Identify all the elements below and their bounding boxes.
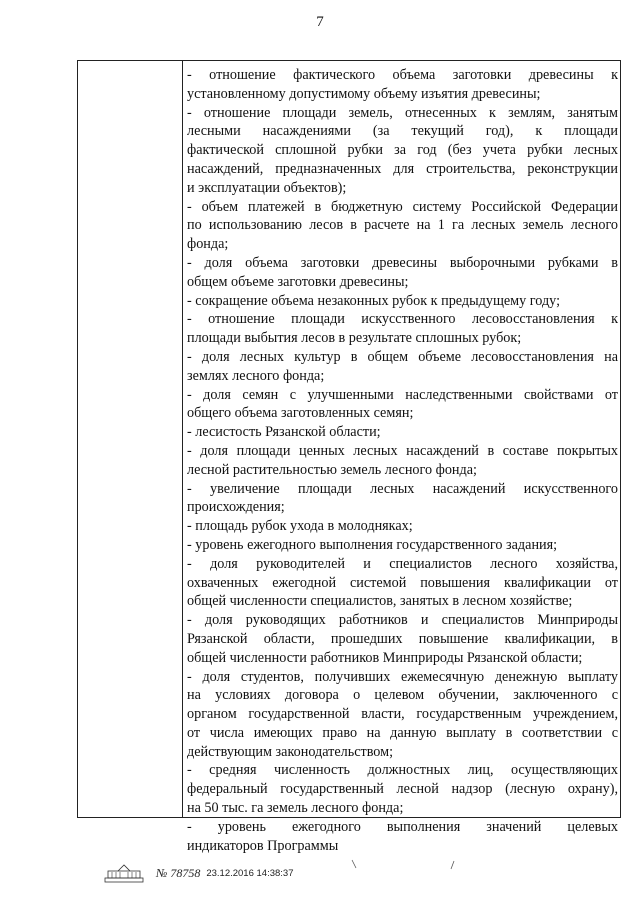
page-number: 7 [316, 14, 324, 30]
text-line: по использованию лесов в расчете на 1 га лесных земель лесного [187, 217, 618, 234]
text-line: от числа имеющих право на данную выплату в соответствии с [187, 724, 618, 741]
text-line: - доля площади ценных лесных насаждений в составе покрытых [187, 442, 618, 459]
text-line: - доля студентов, получивших ежемесячную денежную выплату [187, 668, 618, 685]
column-divider [182, 61, 183, 817]
text-line: насаждений, предназначенных для строительства, реконструкции [187, 160, 618, 177]
text-line: фонда; [187, 236, 229, 253]
text-line: общей численности работников Минприроды Рязанской области; [187, 649, 583, 666]
building-seal-icon [104, 863, 144, 883]
document-timestamp: 23.12.2016 14:38:37 [206, 867, 294, 879]
text-line: общей численности специалистов, занятых в лесном хозяйстве; [187, 593, 573, 610]
text-line: - уровень ежегодного выполнения государственного задания; [187, 536, 558, 553]
text-line: общем объеме заготовки древесины; [187, 273, 409, 290]
text-line: - доля руководителей и специалистов лесного хозяйства, [187, 555, 618, 572]
text-line: площади выбытия лесов в результате сплошных рубок; [187, 330, 522, 347]
text-line: - средняя численность должностных лиц, осуществляющих [187, 762, 618, 779]
footer [104, 862, 294, 884]
text-line: охваченных ежегодной системой повышения квалификации от [187, 574, 618, 591]
text-line: органом государственной власти, государственным учреждением, [187, 706, 618, 723]
text-line: действующим законодательством; [187, 743, 394, 760]
text-line: лесной растительностью земель лесного фонда; [187, 461, 477, 478]
text-line: - лесистость Рязанской области; [187, 424, 381, 441]
document-number: № 78758 [156, 865, 201, 880]
text-line: и эксплуатации объектов); [187, 179, 347, 196]
text-line: - отношение площади искусственного лесовосстановления к [187, 311, 618, 328]
text-line: Рязанской области, прошедших повышение квалификации, в [187, 630, 618, 647]
text-line: - доля семян с улучшенными наследственными свойствами от [187, 386, 618, 403]
text-line: землях лесного фонда; [187, 367, 325, 384]
text-line: - отношение фактического объема заготовки древесины к [187, 67, 618, 83]
document-table [77, 60, 621, 854]
text-line: - площадь рубок ухода в молодняках; [187, 518, 413, 535]
text-line: общего объема заготовленных семян; [187, 405, 414, 422]
text-line: - сокращение объема незаконных рубок к предыдущему году; [187, 292, 561, 309]
scan-specks [350, 858, 460, 872]
text-line: лесными насаждениями (за текущий год), к площади [187, 123, 618, 140]
text-line: индикаторов Программы [187, 837, 339, 854]
text-line: - объем платежей в бюджетную систему Российской Федерации [187, 198, 618, 215]
text-line: на 50 тыс. га земель лесного фонда; [187, 800, 404, 817]
text-line: - уровень ежегодного выполнения значений целевых [187, 818, 618, 835]
text-line: федеральный государственный лесной надзор (лесную охрану), [187, 781, 618, 798]
text-line: установленному допустимому объему изъятия древесины; [187, 85, 541, 102]
text-line: на условиях договора о целевом обучении, заключенного с [187, 687, 618, 704]
text-line: происхождения; [187, 499, 285, 516]
text-line: фактической сплошной рубки за год (без учета рубки лесных [187, 142, 618, 159]
text-line: - отношение площади земель, отнесенных к землям, занятым [187, 104, 618, 121]
text-line: - доля лесных культур в общем объеме лесовосстановления на [187, 348, 618, 365]
text-line: - доля руководящих работников и специалистов Минприроды [187, 612, 618, 629]
text-line: - увеличение площади лесных насаждений искусственного [187, 480, 618, 497]
indicator-list [187, 66, 618, 855]
text-line: - доля объема заготовки древесины выборочными рубками в [187, 254, 618, 271]
